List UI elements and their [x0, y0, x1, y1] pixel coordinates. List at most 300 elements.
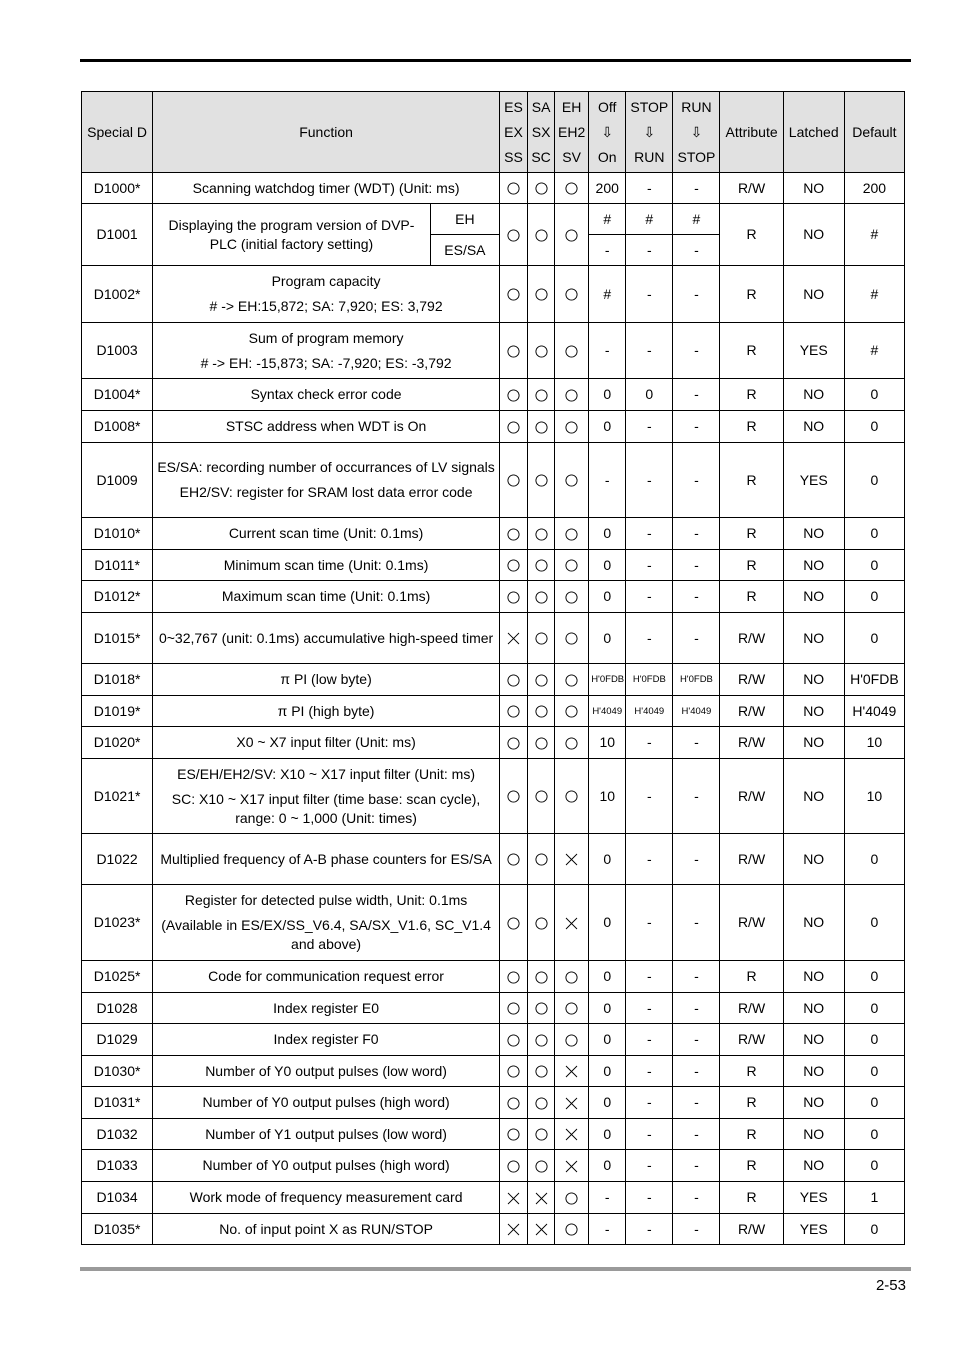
eh-support-cell: [555, 411, 589, 443]
stop-run-cell: -: [626, 1119, 673, 1150]
supported-circle-icon: [565, 559, 578, 572]
eh-header: EH EH2 SV: [555, 92, 589, 173]
eh-support-cell: [555, 961, 589, 993]
eh-support-cell: [555, 581, 589, 613]
off-on-cell: H'0FDB: [589, 664, 626, 696]
function-header: Function: [153, 92, 500, 173]
es-support-cell: [499, 993, 527, 1024]
latched-cell: NO: [783, 834, 844, 885]
run-stop-cell: H'4049: [673, 696, 720, 727]
special-d-cell: D1004*: [82, 379, 153, 411]
default-cell: 0: [844, 1214, 904, 1245]
default-cell: 0: [844, 581, 904, 613]
es-support-cell: [499, 266, 527, 323]
supported-circle-icon: [507, 705, 520, 718]
eh-support-cell: [555, 834, 589, 885]
supported-circle-icon: [507, 917, 520, 930]
supported-circle-icon: [565, 591, 578, 604]
table-row: [82, 173, 905, 204]
stop-run-cell: -: [626, 518, 673, 550]
run-stop-cell: -: [673, 379, 720, 411]
sa-support-cell: [528, 834, 555, 885]
latched-cell: NO: [783, 266, 844, 323]
attribute-cell: R: [720, 961, 783, 993]
function-cell: Number of Y0 output pulses (high word): [153, 1087, 500, 1119]
default-cell: 10: [844, 727, 904, 759]
eh-support-cell: [555, 664, 589, 696]
table-row: [82, 885, 905, 961]
attribute-cell: R: [720, 1182, 783, 1214]
eh-support-cell: [555, 993, 589, 1024]
attribute-cell: R/W: [720, 696, 783, 727]
special-d-cell: D1015*: [82, 613, 153, 664]
eh-support-cell: [555, 696, 589, 727]
table-row: [82, 759, 905, 834]
function-cell: Program capacity # -> EH:15,872; SA: 7,920; ES: 3,792: [153, 266, 500, 323]
latched-cell: NO: [783, 1056, 844, 1087]
special-d-cell: D1023*: [82, 885, 153, 961]
eh-support-cell: [555, 518, 589, 550]
off-on-cell: 200: [589, 173, 626, 204]
sa-support-cell: [528, 379, 555, 411]
supported-circle-icon: [535, 705, 548, 718]
function-cell: Maximum scan time (Unit: 0.1ms): [153, 581, 500, 613]
not-supported-cross-icon: [535, 1223, 548, 1236]
supported-circle-icon: [507, 971, 520, 984]
attribute-cell: R/W: [720, 727, 783, 759]
special-d-cell: D1030*: [82, 1056, 153, 1087]
es-support-cell: [499, 581, 527, 613]
supported-circle-icon: [535, 1128, 548, 1141]
stop-run-cell: -: [626, 834, 673, 885]
es-support-cell: [499, 1182, 527, 1214]
run-stop-cell: -: [673, 613, 720, 664]
table-row: [82, 204, 905, 235]
function-cell: π PI (high byte): [153, 696, 500, 727]
function-cell: X0 ~ X7 input filter (Unit: ms): [153, 727, 500, 759]
es-support-cell: [499, 1214, 527, 1245]
eh-support-cell: [555, 266, 589, 323]
top-rule: [80, 59, 911, 62]
sa-support-cell: [528, 550, 555, 581]
table-row: [82, 411, 905, 443]
run-stop-cell: -: [673, 266, 720, 323]
stop-run-cell: -: [626, 411, 673, 443]
sa-support-cell: [528, 443, 555, 518]
default-cell: 0: [844, 993, 904, 1024]
eh-support-cell: [555, 443, 589, 518]
es-support-cell: [499, 411, 527, 443]
attribute-cell: R/W: [720, 664, 783, 696]
eh-support-cell: [555, 1182, 589, 1214]
function-cell: 0~32,767 (unit: 0.1ms) accumulative high-speed timer: [153, 613, 500, 664]
supported-circle-icon: [507, 790, 520, 803]
special-d-cell: D1011*: [82, 550, 153, 581]
function-cell: ES/SA: recording number of occurrances of LV signals EH2/SV: register for SRAM lost data error code: [153, 443, 500, 518]
function-cell: Displaying the program version of DVP-PLC (initial factory setting): [153, 204, 431, 266]
sa-support-cell: [528, 581, 555, 613]
off-on-cell: 0: [589, 581, 626, 613]
run-stop-cell: -: [673, 323, 720, 379]
supported-circle-icon: [565, 737, 578, 750]
header-row: [82, 92, 905, 173]
supported-circle-icon: [507, 229, 520, 242]
sa-support-cell: [528, 411, 555, 443]
run-stop-cell: -: [673, 581, 720, 613]
off-on-cell: 0: [589, 411, 626, 443]
run-stop-cell: H'0FDB: [673, 664, 720, 696]
page-number: 2-53: [875, 1277, 906, 1294]
special-d-cell: D1034: [82, 1182, 153, 1214]
default-cell: 0: [844, 834, 904, 885]
es-support-cell: [499, 727, 527, 759]
eh-support-cell: [555, 1119, 589, 1150]
function-cell: STSC address when WDT is On: [153, 411, 500, 443]
table-row: [82, 696, 905, 727]
off-on-cell: -: [589, 1182, 626, 1214]
run-stop-cell: -: [673, 550, 720, 581]
default-cell: 0: [844, 885, 904, 961]
supported-circle-icon: [507, 182, 520, 195]
supported-circle-icon: [535, 345, 548, 358]
stop-run-cell: -: [626, 727, 673, 759]
sa-support-cell: [528, 1056, 555, 1087]
default-cell: 0: [844, 1119, 904, 1150]
es-support-cell: [499, 613, 527, 664]
function-cell: Number of Y1 output pulses (low word): [153, 1119, 500, 1150]
eh-support-cell: [555, 1214, 589, 1245]
function-cell: No. of input point X as RUN/STOP: [153, 1214, 500, 1245]
table-row: [82, 379, 905, 411]
supported-circle-icon: [535, 559, 548, 572]
default-cell: 0: [844, 1087, 904, 1119]
special-d-table: [81, 91, 905, 1245]
supported-circle-icon: [535, 790, 548, 803]
attribute-cell: R/W: [720, 993, 783, 1024]
es-header: ES EX SS: [499, 92, 527, 173]
attribute-cell: R: [720, 411, 783, 443]
attribute-cell: R: [720, 204, 783, 266]
supported-circle-icon: [507, 1002, 520, 1015]
latched-cell: YES: [783, 1214, 844, 1245]
stop-run-cell: 0: [626, 379, 673, 411]
supported-circle-icon: [535, 1065, 548, 1078]
not-supported-cross-icon: [507, 632, 520, 645]
latched-cell: NO: [783, 696, 844, 727]
supported-circle-icon: [565, 288, 578, 301]
stop-run-cell: #: [626, 204, 673, 235]
latched-cell: NO: [783, 664, 844, 696]
special-d-cell: D1019*: [82, 696, 153, 727]
latched-cell: NO: [783, 173, 844, 204]
stop-run-cell: -: [626, 1024, 673, 1056]
special-d-cell: D1001: [82, 204, 153, 266]
stop-run-cell: -: [626, 1150, 673, 1182]
off-on-cell: -: [589, 323, 626, 379]
stop-run-cell: -: [626, 961, 673, 993]
table-row: [82, 1214, 905, 1245]
attribute-cell: R: [720, 1087, 783, 1119]
latched-cell: NO: [783, 993, 844, 1024]
function-cell: ES/EH/EH2/SV: X10 ~ X17 input filter (Unit: ms) SC: X10 ~ X17 input filter (time base: scan cycle), range: 0 ~ 1,000 (Unit: times): [153, 759, 500, 834]
table-row: [82, 664, 905, 696]
default-cell: 0: [844, 518, 904, 550]
table-row: [82, 443, 905, 518]
default-cell: 200: [844, 173, 904, 204]
attribute-cell: R/W: [720, 885, 783, 961]
latched-cell: NO: [783, 550, 844, 581]
default-cell: #: [844, 323, 904, 379]
special-d-cell: D1010*: [82, 518, 153, 550]
attribute-cell: R: [720, 379, 783, 411]
function-cell: Index register F0: [153, 1024, 500, 1056]
supported-circle-icon: [565, 1034, 578, 1047]
supported-circle-icon: [565, 1223, 578, 1236]
supported-circle-icon: [535, 288, 548, 301]
supported-circle-icon: [565, 421, 578, 434]
es-support-cell: [499, 759, 527, 834]
es-support-cell: [499, 518, 527, 550]
special-d-cell: D1021*: [82, 759, 153, 834]
es-support-cell: [499, 1024, 527, 1056]
off-on-cell: 0: [589, 961, 626, 993]
supported-circle-icon: [565, 705, 578, 718]
es-support-cell: [499, 443, 527, 518]
default-cell: 0: [844, 1024, 904, 1056]
latched-cell: NO: [783, 581, 844, 613]
sa-support-cell: [528, 885, 555, 961]
off-on-cell: -: [589, 1214, 626, 1245]
default-cell: H'0FDB: [844, 664, 904, 696]
default-cell: 0: [844, 550, 904, 581]
special-d-cell: D1032: [82, 1119, 153, 1150]
not-supported-cross-icon: [565, 1065, 578, 1078]
off-on-cell: 0: [589, 993, 626, 1024]
default-cell: #: [844, 204, 904, 266]
latched-cell: NO: [783, 1024, 844, 1056]
es-support-cell: [499, 1056, 527, 1087]
supported-circle-icon: [565, 790, 578, 803]
stop-run-cell: -: [626, 443, 673, 518]
sa-support-cell: [528, 1024, 555, 1056]
special-d-cell: D1018*: [82, 664, 153, 696]
run-stop-cell: -: [673, 727, 720, 759]
not-supported-cross-icon: [507, 1223, 520, 1236]
eh-support-cell: [555, 1087, 589, 1119]
eh-support-cell: [555, 379, 589, 411]
function-cell: Index register E0: [153, 993, 500, 1024]
supported-circle-icon: [535, 1097, 548, 1110]
run-stop-cell: -: [673, 173, 720, 204]
function-cell: Scanning watchdog timer (WDT) (Unit: ms): [153, 173, 500, 204]
supported-circle-icon: [535, 528, 548, 541]
off-on-cell: 0: [589, 1056, 626, 1087]
stop-run-cell: -: [626, 1056, 673, 1087]
off-on-cell: 0: [589, 518, 626, 550]
not-supported-cross-icon: [565, 1128, 578, 1141]
attribute-cell: R/W: [720, 759, 783, 834]
latched-cell: NO: [783, 1087, 844, 1119]
supported-circle-icon: [535, 591, 548, 604]
off-on-cell: 0: [589, 1150, 626, 1182]
supported-circle-icon: [535, 229, 548, 242]
run-stop-cell: -: [673, 1087, 720, 1119]
run-stop-cell: -: [673, 993, 720, 1024]
special-d-cell: D1009: [82, 443, 153, 518]
supported-circle-icon: [535, 182, 548, 195]
run-stop-cell: -: [673, 1056, 720, 1087]
supported-circle-icon: [507, 1097, 520, 1110]
stop-run-cell: -: [626, 266, 673, 323]
table-row: [82, 550, 905, 581]
supported-circle-icon: [535, 853, 548, 866]
default-cell: 0: [844, 379, 904, 411]
run-stop-cell: -: [673, 1150, 720, 1182]
run-stop-cell: -: [673, 961, 720, 993]
attribute-cell: R: [720, 443, 783, 518]
sa-support-cell: [528, 696, 555, 727]
special-d-header: Special D: [82, 92, 153, 173]
special-d-cell: D1008*: [82, 411, 153, 443]
function-cell: Work mode of frequency measurement card: [153, 1182, 500, 1214]
off-on-cell: 0: [589, 834, 626, 885]
supported-circle-icon: [535, 917, 548, 930]
special-d-cell: D1028: [82, 993, 153, 1024]
table-row: [82, 581, 905, 613]
attribute-cell: R: [720, 550, 783, 581]
latched-cell: NO: [783, 759, 844, 834]
supported-circle-icon: [565, 1192, 578, 1205]
supported-circle-icon: [565, 632, 578, 645]
off-on-cell: 10: [589, 727, 626, 759]
supported-circle-icon: [535, 421, 548, 434]
off-on-cell: 10: [589, 759, 626, 834]
sa-support-cell: [528, 961, 555, 993]
off-on-cell: 0: [589, 550, 626, 581]
off-on-header: Off ⇩ On: [589, 92, 626, 173]
off-on-cell: H'4049: [589, 696, 626, 727]
es-support-cell: [499, 885, 527, 961]
not-supported-cross-icon: [565, 1160, 578, 1173]
table-row: [82, 323, 905, 379]
supported-circle-icon: [507, 559, 520, 572]
supported-circle-icon: [507, 591, 520, 604]
run-stop-header: RUN ⇩ STOP: [673, 92, 720, 173]
supported-circle-icon: [535, 1160, 548, 1173]
special-d-cell: D1012*: [82, 581, 153, 613]
special-d-cell: D1020*: [82, 727, 153, 759]
stop-run-cell: -: [626, 1214, 673, 1245]
attribute-header: Attribute: [720, 92, 783, 173]
supported-circle-icon: [535, 971, 548, 984]
stop-run-header: STOP ⇩ RUN: [626, 92, 673, 173]
attribute-cell: R/W: [720, 613, 783, 664]
table-row: [82, 1150, 905, 1182]
supported-circle-icon: [565, 674, 578, 687]
off-on-cell: 0: [589, 1119, 626, 1150]
function-cell: π PI (low byte): [153, 664, 500, 696]
sa-header: SA SX SC: [528, 92, 555, 173]
sa-support-cell: [528, 727, 555, 759]
supported-circle-icon: [565, 389, 578, 402]
es-support-cell: [499, 204, 527, 266]
stop-run-cell: -: [626, 1182, 673, 1214]
table-row: [82, 518, 905, 550]
stop-run-cell: -: [626, 550, 673, 581]
off-on-cell: 0: [589, 1087, 626, 1119]
run-stop-cell: -: [673, 411, 720, 443]
default-cell: 10: [844, 759, 904, 834]
function-cell: Number of Y0 output pulses (low word): [153, 1056, 500, 1087]
table-row: [82, 961, 905, 993]
function-cell: Current scan time (Unit: 0.1ms): [153, 518, 500, 550]
stop-run-cell: H'0FDB: [626, 664, 673, 696]
supported-circle-icon: [535, 674, 548, 687]
default-cell: H'4049: [844, 696, 904, 727]
not-supported-cross-icon: [565, 853, 578, 866]
supported-circle-icon: [565, 971, 578, 984]
supported-circle-icon: [535, 1034, 548, 1047]
latched-cell: NO: [783, 1150, 844, 1182]
supported-circle-icon: [507, 474, 520, 487]
latched-cell: NO: [783, 411, 844, 443]
es-support-cell: [499, 379, 527, 411]
function-cell: Minimum scan time (Unit: 0.1ms): [153, 550, 500, 581]
latched-cell: NO: [783, 379, 844, 411]
run-stop-cell: -: [673, 518, 720, 550]
default-cell: 0: [844, 613, 904, 664]
supported-circle-icon: [565, 229, 578, 242]
stop-run-cell: -: [626, 885, 673, 961]
attribute-cell: R: [720, 1056, 783, 1087]
special-d-cell: D1000*: [82, 173, 153, 204]
stop-run-cell: -: [626, 993, 673, 1024]
eh-support-cell: [555, 759, 589, 834]
supported-circle-icon: [507, 389, 520, 402]
model-sub-label: ES/SA: [430, 235, 499, 266]
default-header: Default: [844, 92, 904, 173]
es-support-cell: [499, 1119, 527, 1150]
stop-run-cell: -: [626, 323, 673, 379]
special-d-cell: D1022: [82, 834, 153, 885]
special-d-cell: D1002*: [82, 266, 153, 323]
eh-support-cell: [555, 1024, 589, 1056]
sa-support-cell: [528, 993, 555, 1024]
supported-circle-icon: [507, 421, 520, 434]
sa-support-cell: [528, 664, 555, 696]
special-d-cell: D1033: [82, 1150, 153, 1182]
function-cell: Sum of program memory # -> EH: -15,873; SA: -7,920; ES: -3,792: [153, 323, 500, 379]
es-support-cell: [499, 961, 527, 993]
sa-support-cell: [528, 518, 555, 550]
stop-run-cell: -: [626, 1087, 673, 1119]
bottom-rule: [80, 1267, 911, 1271]
eh-support-cell: [555, 885, 589, 961]
function-cell: Code for communication request error: [153, 961, 500, 993]
off-on-cell: -: [589, 235, 626, 266]
supported-circle-icon: [565, 345, 578, 358]
supported-circle-icon: [565, 1002, 578, 1015]
attribute-cell: R/W: [720, 1214, 783, 1245]
off-on-cell: #: [589, 204, 626, 235]
run-stop-cell: -: [673, 1182, 720, 1214]
run-stop-cell: -: [673, 1024, 720, 1056]
model-sub-label: EH: [430, 204, 499, 235]
function-cell: Register for detected pulse width, Unit: 0.1ms (Available in ES/EX/SS_V6.4, SA/SX_V1.6, SC_V1.4 and above): [153, 885, 500, 961]
attribute-cell: R/W: [720, 173, 783, 204]
attribute-cell: R: [720, 518, 783, 550]
attribute-cell: R: [720, 1150, 783, 1182]
